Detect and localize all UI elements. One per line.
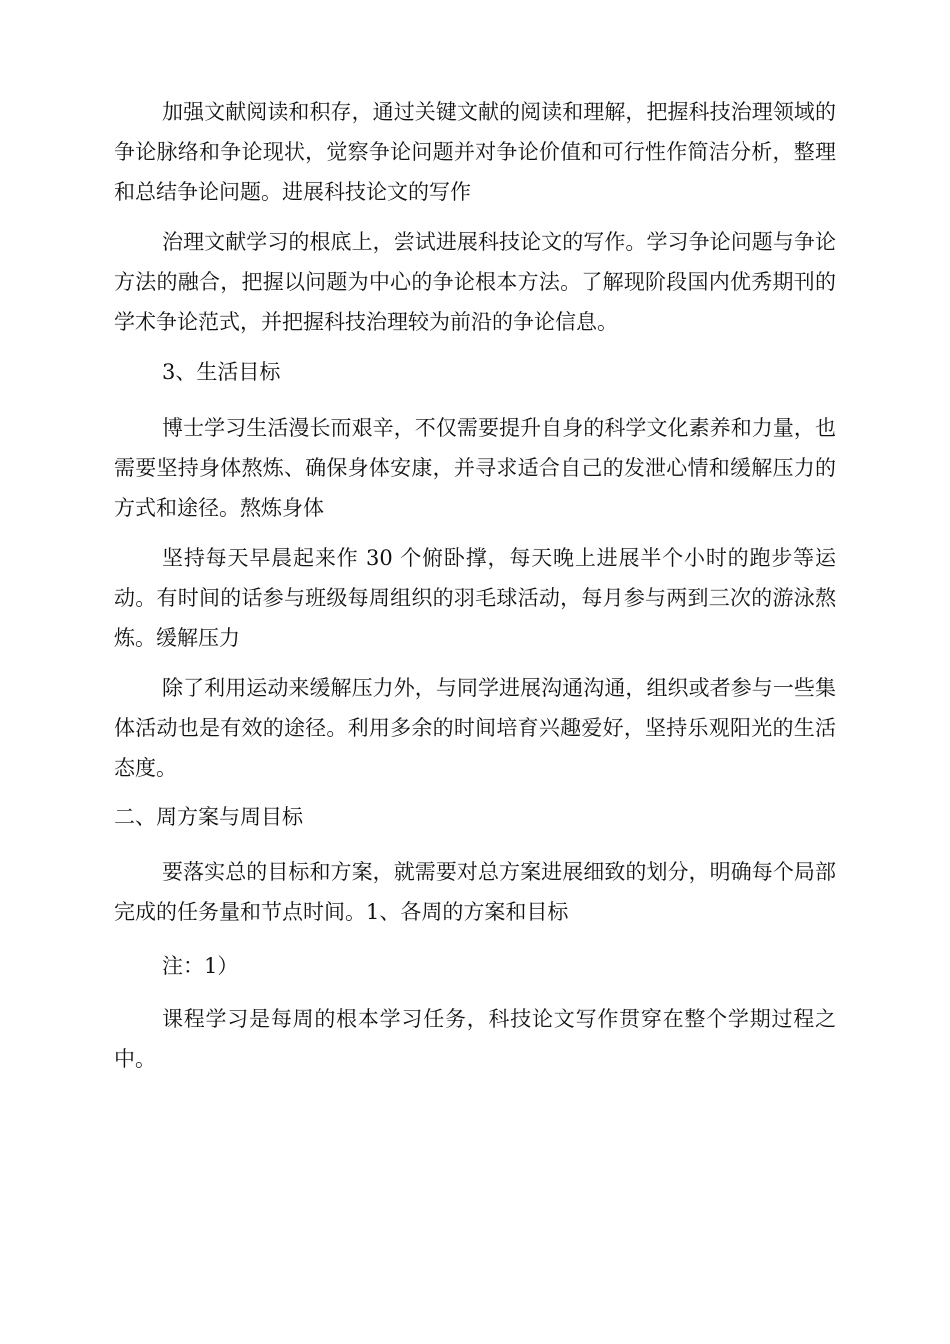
heading-life-goals: 3、生活目标: [162, 360, 281, 384]
heading-weekly-plan: 二、周方案与周目标: [114, 805, 303, 829]
paragraph-doctoral-life: 博士学习生活漫长而艰辛，不仅需要提升自身的科学文化素养和力量，也需要坚持身体熬炼、确保身体安康，并寻求适合自己的发泄心情和缓解压力的方式和途径。熬炼身体: [114, 416, 836, 520]
paragraph-exercise: 坚持每天早晨起来作 30 个俯卧撑，每天晚上进展半个小时的跑步等运动。有时间的话参与班级每周组织的羽毛球活动，每月参与两到三次的游泳熬炼。缓解压力: [114, 546, 836, 650]
note-label: 注：1）: [162, 954, 239, 978]
paragraph-paper-writing: 治理文献学习的根底上，尝试进展科技论文的写作。学习争论问题与争论方法的融合，把握以问题为中心的争论根本方法。了解现阶段国内优秀期刊的学术争论范式，并把握科技治理较为前沿的争论信息。: [114, 230, 836, 334]
paragraph-stress-relief: 除了利用运动来缓解压力外，与同学进展沟通沟通，组织或者参与一些集体活动也是有效的途径。利用多余的时间培育兴趣爱好，坚持乐观阳光的生活态度。: [114, 676, 836, 780]
paragraph-plan-breakdown: 要落实总的目标和方案，就需要对总方案进展细致的划分，明确每个局部完成的任务量和节点时间。1、各周的方案和目标: [114, 860, 836, 924]
paragraph-literature-reading: 加强文献阅读和积存，通过关键文献的阅读和理解，把握科技治理领域的争论脉络和争论现状，觉察争论问题并对争论价值和可行性作简洁分析，整理和总结争论问题。进展科技论文的写作: [114, 100, 836, 204]
paragraph-course-study: 课程学习是每周的根本学习任务，科技论文写作贯穿在整个学期过程之中。: [114, 1007, 836, 1071]
